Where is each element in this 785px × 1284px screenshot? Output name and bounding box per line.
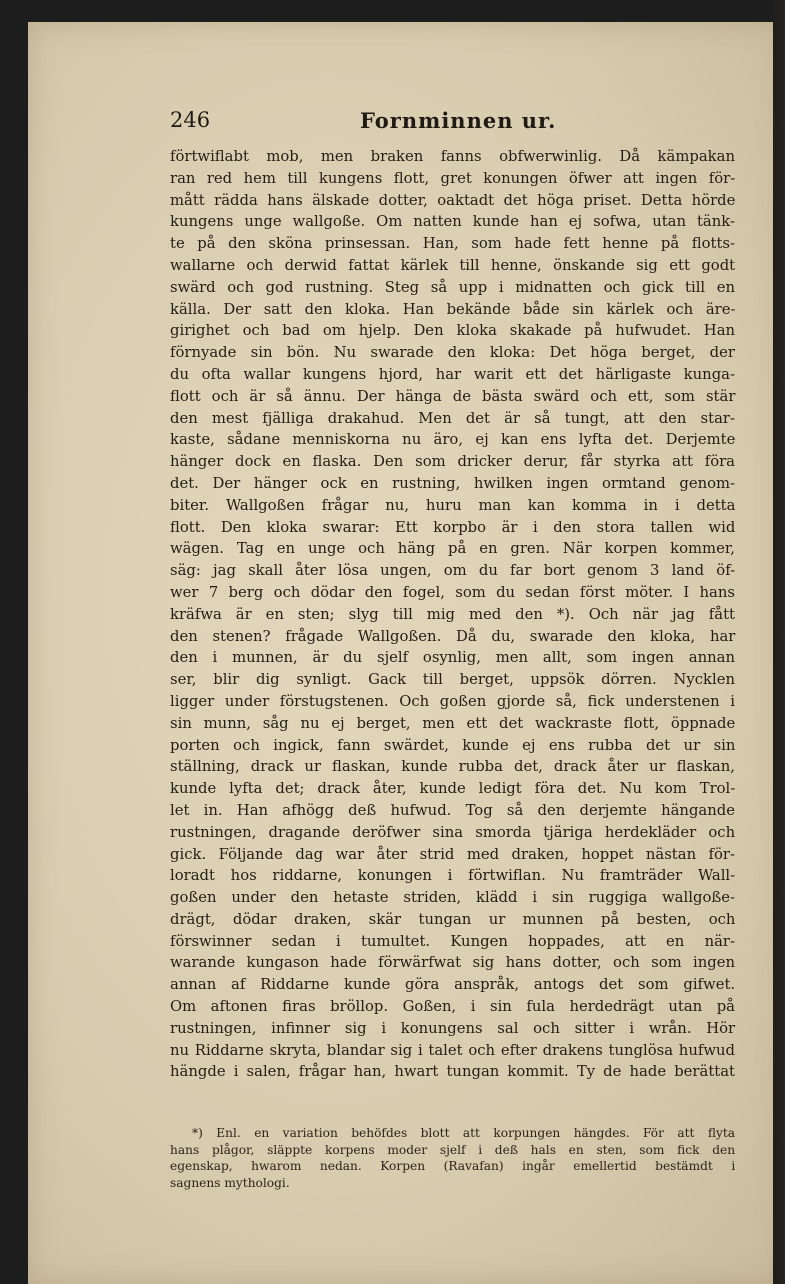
text-line: flott och är så ännu. Der hänga de bästa swärd och ett, som stär (170, 387, 736, 405)
text-line: förtwiflabt mob, men braken fanns obfwerwinlig. Då kämpakan (170, 148, 735, 165)
text-line: rustningen, infinner sig i konungens sal och sitter i wrån. Hör (170, 1019, 736, 1037)
text-line: kungens unge wallgoße. Om natten kunde han ej sofwa, utan tänk- (170, 213, 735, 231)
text-line: swärd och god rustning. Steg så upp i midnatten och gick till en (170, 278, 736, 296)
text-line: rustningen, dragande deröfwer sina smorda tjäriga herdekläder och (170, 823, 736, 841)
text-line: hängde i salen, frågar han, hwart tungan kommit. Ty de hade berättat (170, 1063, 735, 1081)
text-line: det. Der hänger ock en rustning, hwilken ingen ormtand genom- (170, 474, 736, 492)
text-line: girighet och bad om hjelp. Den kloka skakade på hufwudet. Han (170, 322, 736, 340)
text-line: ran red hem till kungens flott, gret konungen öfwer att ingen för- (170, 169, 736, 187)
text-line: hänger dock en flaska. Den som dricker derur, får styrka att föra (170, 453, 735, 471)
text-line: goßen under den hetaste striden, klädd i sin ruggiga wallgoße- (170, 889, 735, 907)
text-line: wallarne och derwid fattat kärlek till henne, önskande sig ett godt (170, 256, 736, 274)
page-header (170, 100, 710, 136)
footnote-line: egenskap, hwarom nedan. Korpen (Ravafan) ingår emellertid bestämdt i (170, 1159, 736, 1173)
text-line: mått rädda hans älskade dotter, oaktadt det höga priset. Detta hörde (170, 191, 736, 209)
footnote-line: sagnens mythologi. (170, 1175, 290, 1190)
text-line: flott. Den kloka swarar: Ett korpbo är i den stora tallen wid (170, 518, 736, 536)
text-line: förswinner sedan i tumultet. Kungen hoppades, att en när- (170, 932, 735, 950)
text-line: sin munn, såg nu ej berget, men ett det wackraste flott, öppnade (170, 714, 736, 732)
text-line: kunde lyfta det; drack åter, kunde ledigt föra det. Nu kom Trol- (170, 780, 736, 798)
text-line: kaste, sådane menniskorna nu äro, ej kan ens lyfta det. Derjemte (170, 431, 736, 449)
text-line: porten och ingick, fann swärdet, kunde ej ens rubba det ur sin (170, 736, 736, 754)
running-head: Fornminnen ur. (360, 108, 557, 133)
footnote-line: *) Enl. en variation behöfdes blott att korpungen hängdes. För att flyta (192, 1126, 736, 1140)
footnote-separator (170, 1110, 735, 1111)
text-line: ställning, drack ur flaskan, kunde rubba det, drack åter ur flaskan, (170, 758, 735, 776)
text-line: gick. Följande dag war åter strid med draken, hoppet nästan för- (170, 845, 735, 863)
text-line: te på den sköna prinsessan. Han, som hade fett henne på flotts- (170, 235, 735, 253)
text-line: loradt hos riddarne, konungen i förtwiflan. Nu framträder Wall- (170, 867, 736, 885)
text-line: Om aftonen firas bröllop. Goßen, i sin fula herdedrägt utan på (170, 998, 735, 1016)
text-line: nu Riddarne skryta, blandar sig i talet och efter drakens tunglösa hufwud (170, 1041, 735, 1059)
text-line: den stenen? frågade Wallgoßen. Då du, swarade den kloka, har (170, 627, 736, 645)
text-line: förnyade sin bön. Nu swarade den kloka: Det höga berget, der (170, 344, 735, 362)
text-line: annan af Riddarne kunde göra anspråk, antogs det som gifwet. (170, 976, 736, 994)
body-text (170, 146, 735, 1083)
text-line: den mest fjälliga drakahud. Men det är så tungt, att den star- (170, 409, 735, 427)
text-line: wer 7 berg och dödar den fogel, som du sedan först möter. I hans (170, 583, 735, 601)
text-line: wägen. Tag en unge och häng på en gren. När korpen kommer, (170, 540, 735, 558)
text-line: drägt, dödar draken, skär tungan ur munnen på besten, och (170, 910, 736, 928)
text-line: kräfwa är en sten; slyg till mig med den *). Och när jag fått (170, 605, 735, 623)
page-edge-shadow (773, 0, 785, 1284)
text-line: biter. Wallgoßen frågar nu, huru man kan komma in i detta (170, 496, 736, 514)
footnote (170, 1125, 735, 1191)
text-line: ligger under förstugstenen. Och goßen gjorde så, fick understenen i (170, 692, 735, 710)
text-line: warande kungason hade förwärfwat sig hans dotter, och som ingen (170, 954, 736, 972)
text-line: säg: jag skall åter lösa ungen, om du far bort genom 3 land öf- (170, 562, 736, 580)
footnote-line: hans plågor, släppte korpens moder sjelf i deß hals en sten, som fick den (170, 1142, 736, 1157)
text-line: ser, blir dig synligt. Gack till berget, uppsök dörren. Nycklen (170, 671, 735, 689)
text-line: källa. Der satt den kloka. Han bekände både sin kärlek och äre- (170, 300, 736, 318)
text-line: du ofta wallar kungens hjord, har warit ett det härligaste kunga- (170, 365, 735, 383)
page-number: 246 (170, 108, 211, 132)
text-line: let in. Han afhögg deß hufwud. Tog så den derjemte hängande (170, 801, 735, 819)
text-line: den i munnen, är du sjelf osynlig, men allt, som ingen annan (170, 649, 735, 667)
